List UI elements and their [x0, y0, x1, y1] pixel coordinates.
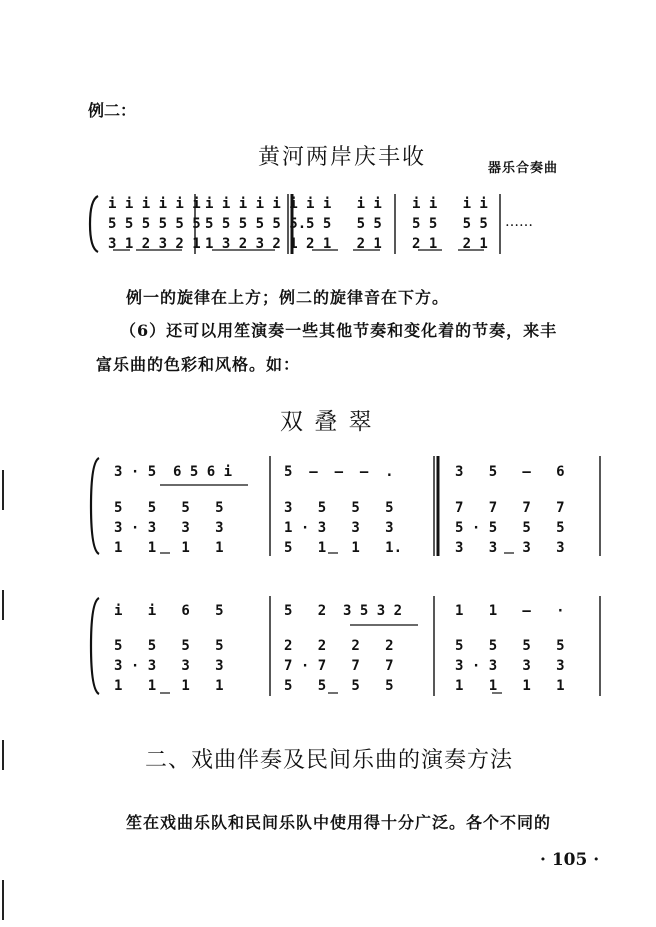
piece1-row1-m4: i i i i	[412, 196, 488, 212]
piece2-s2-r2-m1: 5 5 5 5	[114, 638, 224, 654]
paragraph-1: 例一的旋律在上方；例二的旋律音在下方。	[126, 288, 450, 307]
piece2-s2-r1-m2: 5 2 3 5 3 2	[284, 603, 403, 619]
scan-mark	[2, 590, 4, 620]
piece1-row1-m1: i i i i i i	[108, 196, 201, 212]
piece1-row2-m2: 5 5 5 5 5 5.	[205, 216, 307, 232]
piece2-s2-r4-m3: 1 1 1 1	[455, 678, 565, 694]
piece2-s2-r4-m1: 1 1 1 1	[114, 678, 224, 694]
piece2-s1-r1-m1: 3 · 5 6 5 6 i	[114, 464, 233, 480]
piece2-s1-r2-m2: 3 5 5 5	[284, 500, 394, 516]
piece2-s1-r4-m3: 3 3 3 3	[455, 540, 565, 556]
piece1-row2-m1: 5 5 5 5 5 5	[108, 216, 201, 232]
piece2-title: 双 叠 翠	[280, 409, 374, 435]
paragraph-3: 笙在戏曲乐队和民间乐队中使用得十分广泛。各个不同的	[126, 813, 552, 832]
piece2-s1-r2-m3: 7 7 7 7	[455, 500, 565, 516]
piece2-s2-r2-m2: 2 2 2 2	[284, 638, 394, 654]
page-number: · 105 ·	[540, 850, 600, 870]
piece1-subtitle: 器乐合奏曲	[488, 161, 559, 176]
piece1-row2-m4: 5 5 5 5	[412, 216, 488, 232]
paragraph-2-line2: 富乐曲的色彩和风格。如：	[96, 355, 301, 374]
piece2-s2-r3-m2: 7 · 7 7 7	[284, 658, 394, 674]
piece2-s1-r3-m2: 1 · 3 3 3	[284, 520, 394, 536]
piece2-s1-r1-m3: 3 5 – 6	[455, 464, 565, 480]
piece2-s2-r4-m2: 5 5 5 5	[284, 678, 394, 694]
piece1-title: 黄河两岸庆丰收	[258, 145, 427, 170]
piece1-row1-m2: i i i i i i	[205, 196, 298, 212]
scan-mark	[2, 740, 4, 770]
piece2-s1-r2-m1: 5 5 5 5	[114, 500, 224, 516]
paragraph-2-line1: （6）还可以用笙演奏一些其他节奏和变化着的节奏，来丰	[120, 321, 558, 340]
piece1-row3-m1: 3 1 2 3 2 1	[108, 236, 201, 252]
piece1-row3-m2: 1 3 2 3 2 1	[205, 236, 298, 252]
piece2-s1-r4-m1: 1 1 1 1	[114, 540, 224, 556]
piece2-s1-r3-m1: 3 · 3 3 3	[114, 520, 224, 536]
piece1-row2-m3: 5 5 5 5	[306, 216, 382, 232]
scan-mark	[2, 470, 4, 510]
piece2-s2-r2-m3: 5 5 5 5	[455, 638, 565, 654]
section-heading: 二、戏曲伴奏及民间乐曲的演奏方法	[145, 748, 514, 773]
piece2-s1-r3-m3: 5 · 5 5 5	[455, 520, 565, 536]
scan-mark	[2, 880, 4, 920]
piece2-s1-r4-m2: 5 1 1 1.	[284, 540, 403, 556]
example-label: 例二：	[88, 101, 137, 120]
piece2-s2-r1-m3: 1 1 – ·	[455, 603, 565, 619]
piece2-s2-r1-m1: i i 6 5	[114, 603, 224, 619]
piece1-continuation: ……	[505, 214, 533, 230]
piece1-row3-m4: 2 1 2 1	[412, 236, 488, 252]
piece2-s1-r1-m2: 5 – – – .	[284, 464, 394, 480]
piece1-row1-m3: i i i i	[306, 196, 382, 212]
piece1-row3-m3: 2 1 2 1	[306, 236, 382, 252]
piece2-s2-r3-m1: 3 · 3 3 3	[114, 658, 224, 674]
piece2-s2-r3-m3: 3 · 3 3 3	[455, 658, 565, 674]
